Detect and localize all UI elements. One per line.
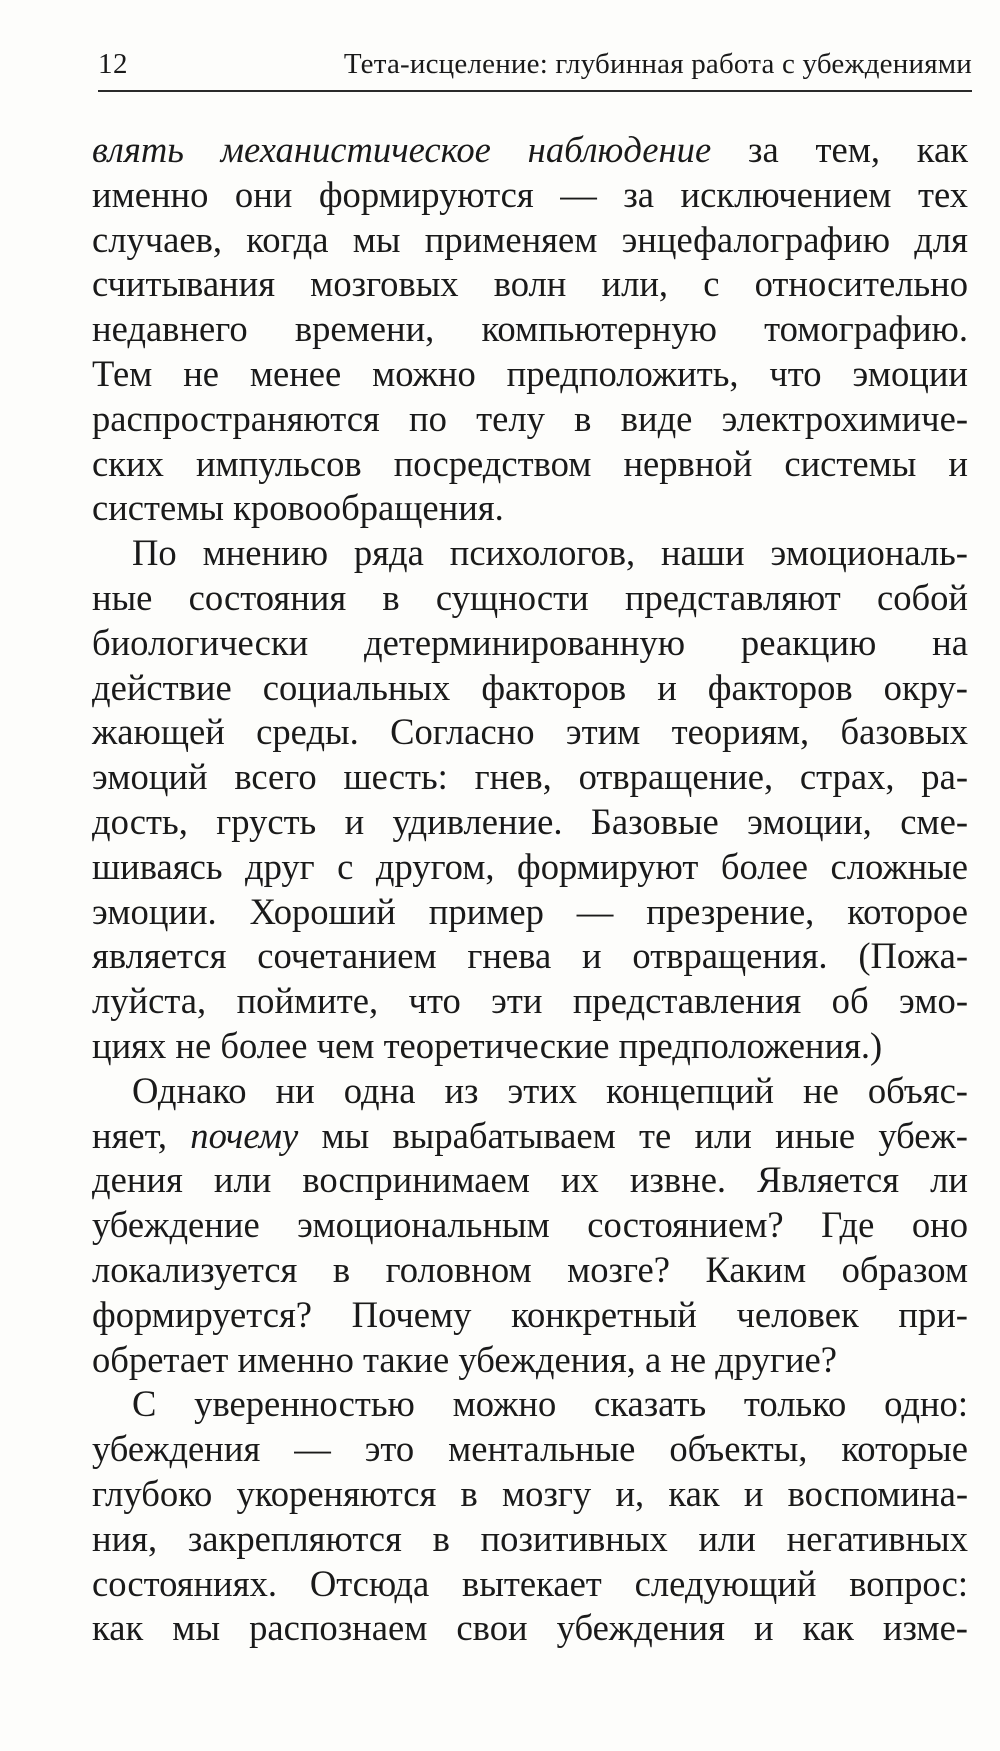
- text-line: состояниях. Отсюда вытекает следующий вопрос:: [92, 1562, 968, 1604]
- text-line: По мнению ряда психологов, наши эмоциональ-: [132, 532, 968, 574]
- text-line: С уверенностью можно сказать только одно:: [132, 1383, 968, 1425]
- text-line: системы кровообращения.: [92, 487, 504, 529]
- text-line: локализуется в головном мозге? Каким образом: [92, 1248, 968, 1290]
- paragraph-1: [92, 128, 968, 531]
- text-line: [92, 128, 968, 173]
- text-line: дость, грусть и удивление. Базовые эмоции, сме-: [92, 800, 968, 842]
- text-line: циях не более чем теоретические предположения.): [92, 1024, 883, 1066]
- paragraph-2: [92, 531, 968, 1069]
- text-line: является сочетанием гнева и отвращения. (Пожа-: [92, 935, 968, 977]
- text-line: дения или воспринимаем их извне. Является ли: [92, 1159, 968, 1201]
- text-line: именно они формируются — за исключением тех: [92, 173, 968, 215]
- emphasis-text: почему: [190, 1114, 299, 1156]
- text-line: Тем не менее можно предположить, что эмоции: [92, 352, 968, 394]
- emphasis-text: влять механистическое наблюдение: [92, 129, 712, 170]
- text-line: ные состояния в сущности представляют собой: [92, 576, 968, 618]
- text-line: формируется? Почему конкретный человек при-: [92, 1293, 968, 1335]
- text-line: убеждение эмоциональным состоянием? Где оно: [92, 1204, 968, 1246]
- text-line: эмоции. Хороший пример — презрение, которое: [92, 890, 968, 932]
- text-line: [92, 1114, 968, 1159]
- text-line: глубоко укореняются в мозгу и, как и воспомина-: [92, 1472, 968, 1514]
- text-line: недавнего времени, компьютерную томографию.: [92, 308, 968, 350]
- text-line: луйста, поймите, что эти представления об эмо-: [92, 980, 968, 1022]
- text-line: действие социальных факторов и факторов окру-: [92, 666, 968, 708]
- text-line: ских импульсов посредством нервной системы и: [92, 442, 968, 484]
- text-span: мы вырабатываем те или иные убеж-: [298, 1114, 968, 1156]
- text-line: как мы распознаем свои убеждения и как изме-: [92, 1607, 968, 1649]
- text-line: распространяются по телу в виде электрохимиче-: [92, 397, 968, 439]
- running-title: Тета-исцеление: глубинная работа с убеждениями: [343, 48, 972, 80]
- paragraph-3: [92, 1069, 968, 1383]
- paragraph-4: [92, 1382, 968, 1651]
- text-span: няет,: [92, 1114, 191, 1156]
- text-line: случаев, когда мы применяем энцефалографию для: [92, 218, 968, 260]
- text-line: жающей среды. Согласно этим теориям, базовых: [92, 711, 968, 753]
- text-span: за тем, как: [711, 129, 969, 170]
- text-line: биологически детерминированную реакцию на: [92, 621, 968, 663]
- running-header: [98, 44, 972, 92]
- text-line: обретает именно такие убеждения, а не другие?: [92, 1338, 838, 1380]
- page-number: 12: [98, 48, 128, 80]
- text-line: ния, закрепляются в позитивных или негативных: [92, 1517, 968, 1559]
- text-line: считывания мозговых волн или, с относительно: [92, 263, 968, 305]
- text-line: эмоций всего шесть: гнев, отвращение, страх, ра-: [92, 756, 968, 798]
- text-line: Однако ни одна из этих концепций не объяс-: [132, 1069, 968, 1111]
- text-line: убеждения — это ментальные объекты, которые: [92, 1428, 968, 1470]
- text-line: шиваясь друг с другом, формируют более сложные: [92, 845, 968, 887]
- body-text: [92, 128, 968, 1651]
